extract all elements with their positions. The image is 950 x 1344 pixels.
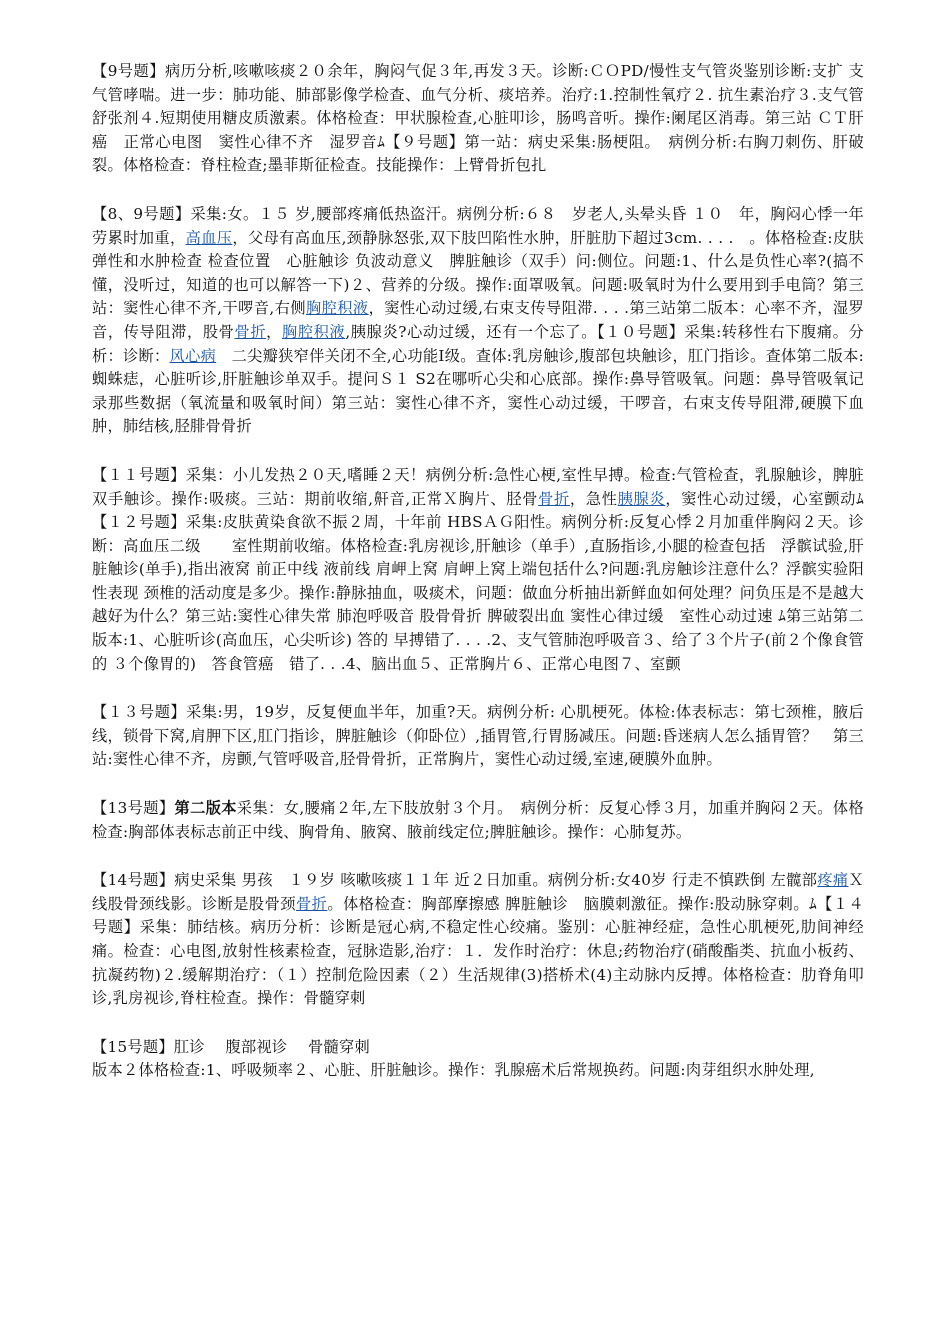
- keyword-link[interactable]: 胰腺炎: [617, 489, 666, 508]
- paragraph: [92, 464, 864, 676]
- text-run: 采集：女,腰痛２年,左下肢放射３个月。 病例分析：反复心悸３月，加重并胸闷２天。体格检查:胸部体表标志前正中线、胸骨角、腋窝、腋前线定位;脾脏触诊。操作：心肺复苏。: [92, 799, 864, 841]
- paragraph: [92, 203, 864, 439]
- text-run: 二尖瓣狭窄伴关闭不全,心功能Ⅰ级。查体:乳房触诊,腹部包块触诊，肛门指诊。查体第二版本:蜘蛛痣，心脏听诊,肝脏触诊单双手。提问Ｓ１ S2在哪听心尖和心底部。操作:鼻导管吸氧。问题：鼻导管吸氧记录那些数据（氧流量和吸氧时间）第三站：窦性心律不齐，窦性心动过缓，干啰音，右束支传导阻滞,硬膜下血肿，肺结核,胫腓骨骨折: [92, 346, 865, 436]
- keyword-link[interactable]: 骨折: [234, 322, 267, 341]
- keyword-link[interactable]: 高血压: [185, 228, 233, 247]
- text-run: 。体格检查：胸部摩擦感 脾脏触诊 脑膜刺激征。操作:股动脉穿刺。ﾑ【１４号题】采集：肺结核。病历分析：诊断是冠心病,不稳定性心绞痛。鉴别：心脏神经症，急性心肌梗死,肋间神经痛。检查：心电图,放射性核素检查，冠脉造影,治疗：１．发作时治疗：休息;药物治疗(硝酸酯类、抗血小板药、抗凝药物)２.缓解期治疗：（１）控制危险因素（２）生活规律(3)搭桥术(4)主动脉内反搏。体格检查：肋脊角叩诊,乳房视诊,脊柱检查。操作：骨髓穿刺: [92, 894, 864, 1008]
- text-run: 版本２体格检查:1、呼吸频率２、心脏、肝脏触诊。操作：乳腺癌术后常规换药。问题:肉芽组织水肿处理,: [92, 1061, 815, 1080]
- text-run: ，窦性心动过缓,右束支传导阻滞. . . .第三站第二版本：心率不齐，湿罗音，传导阻滞，股骨: [92, 299, 864, 341]
- text-run: 【１３号题】采集:男，19岁，反复便血半年，加重?天。病例分析: 心肌梗死。体检:体表标志：第七颈椎，腋后线，锁骨下窝,肩胛下区,肛门指诊，脾脏触诊（仰卧位）,插胃管,行胃肠减压。问题:昏迷病人怎么插胃管？ 第三站:窦性心律不齐，房颤,气管呼吸音,胫骨骨折，正常胸片，窦性心动过缓,室速,硬膜外血肿。: [92, 703, 864, 769]
- text-run: 【１１号题】采集：小儿发热２０天,嗜睡２天！病例分析:急性心梗,室性早搏。检查:气管检查，乳腺触诊，脾脏双手触诊。操作:吸痰。三站：期前收缩,鼾音,正常Ｘ胸片、胫骨: [92, 465, 864, 508]
- text-run: 【9号题】病历分析,咳嗽咳痰２０余年，胸闷气促３年,再发３天。诊断:ＣＯPD/慢性支气管炎鉴别诊断:支扩 支气管哮喘。进一步：肺功能、肺部影像学检查、血气分析、痰培养。治疗:1.控制性氧疗２. 抗生素治疗３.支气管舒张剂４.短期使用糖皮质激素。体格检查：甲状腺检查,心脏叩诊，肠鸣音听。操作:阑尾区消毒。第三站 ＣＴ肝癌 正常心电图 窦性心律不齐 湿罗音ﾑ【９号题】第一站：病史采集:肠梗阻。 病例分析:右胸刀刺伤、肝破裂。体格检查：脊柱检查;墨菲斯征检查。技能操作：上臂骨折包扎: [92, 62, 864, 175]
- text-run: Ｘ线股骨颈线影。诊断是股骨颈: [92, 871, 864, 913]
- text-run: ，: [266, 322, 282, 341]
- keyword-link[interactable]: 风心病: [169, 346, 217, 365]
- paragraph: [92, 869, 864, 1011]
- document-page: [92, 60, 864, 1083]
- text-run: ，急性: [569, 489, 618, 508]
- text-run: 【13号题】: [92, 799, 175, 818]
- paragraph: [92, 60, 864, 178]
- text-run: ,胰腺炎?心动过缓，还有一个忘了。【１０号题】采集:转移性右下腹痛。分析：诊断：: [92, 322, 864, 365]
- keyword-link[interactable]: 胸腔积液: [305, 299, 369, 318]
- paragraph: [92, 1036, 864, 1083]
- text-run: 【8、9号题】采集:女。１５ 岁,腰部疼痛低热盗汗。病例分析:６８ 岁老人,头晕头昏 １０ 年，胸闷心悸一年劳累时加重，: [92, 204, 864, 247]
- text-run: ，窦性心动过缓，心室颤动ﾑ【１２号题】采集:皮肤黄染食欲不振２周，十年前 HBSＡＧ阳性。病例分析:反复心悸２月加重伴胸闷２天。诊断：高血压二级 室性期前收缩。体格检查:乳房视诊,肝触诊（单手）,直肠指诊,小腿的检查包括 浮髌试验,肝脏触诊(单手),指出液窝 前正中线 液前线 肩岬上窝 肩岬上窝上端包括什么?问题:乳房触诊注意什么？浮髌实验阳性表现 颈椎的活动度是多少。操作:静脉抽血，吸痰术，问题：做血分析抽出新鲜血如何处理？问负压是不是越大越好为什么？第三站:窦性心律失常 肺泡呼吸音 股骨骨折 脾破裂出血 窦性心律过缓 室性心动过速 ﾑ第三站第二版本:1、心脏听诊(高血压，心尖听诊) 答的 早搏错了. . . .2、支气管肺泡呼吸音３、给了３个片子(前２个像食管的 ３个像胃的) 答食管癌 错了. . .4、脑出血５、正常胸片６、正常心电图７、室颤: [92, 489, 864, 673]
- text-run: ，父母有高血压,颈静脉怒张,双下肢凹陷性水肿，肝脏肋下超过3cm. . . . 。体格检查:皮肤弹性和水肿检查 检查位置 心脏触诊 负波动意义 脾脏触诊（双手）问:侧位。问题:1、什么是负性心率?(搞不懂，没听过，知道的也可以解答一下)２、营养的分级。操作:面罩吸氧。问题:吸氧时为什么要用到手电筒？第三站：窦性心律不齐,干啰音,右侧: [92, 228, 864, 318]
- keyword-link[interactable]: 疼痛: [817, 871, 849, 890]
- paragraph: [92, 701, 864, 772]
- keyword-link[interactable]: 骨折: [538, 489, 570, 508]
- bold-text: 第二版本: [174, 799, 237, 818]
- text-run: 【14号题】病史采集 男孩 １９岁 咳嗽咳痰１１年 近２日加重。病例分析:女40岁 行走不慎跌倒 左髋部: [92, 871, 818, 890]
- keyword-link[interactable]: 骨折: [295, 894, 328, 913]
- paragraph: [92, 797, 864, 844]
- keyword-link[interactable]: 胸腔积液: [282, 322, 346, 341]
- text-run: 【15号题】肛诊 腹部视诊 骨髓穿刺: [92, 1037, 370, 1056]
